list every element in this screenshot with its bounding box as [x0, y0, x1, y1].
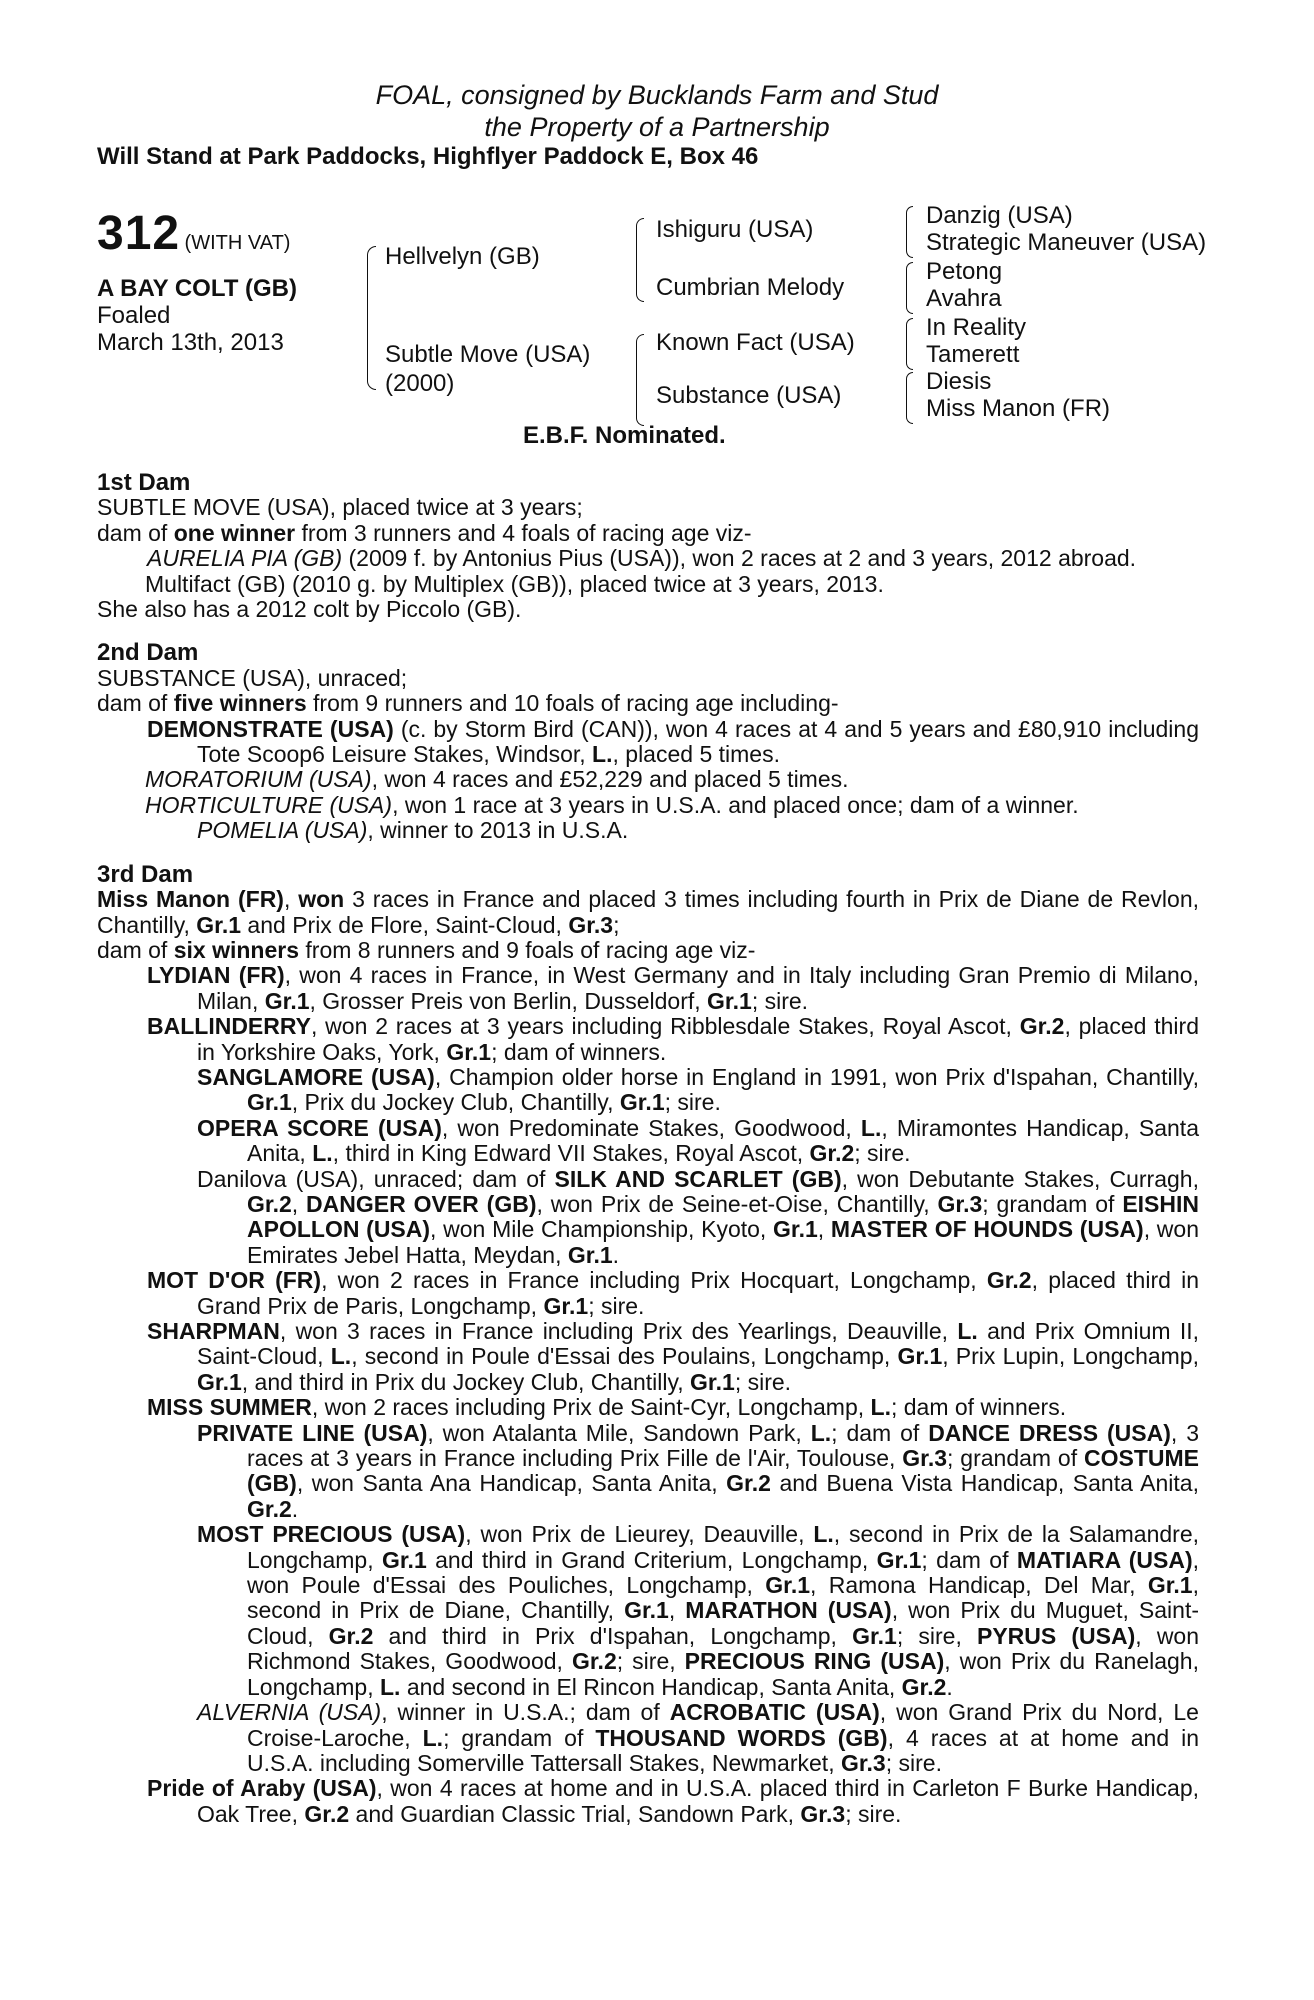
ancestor-1: Danzig (USA): [926, 202, 1073, 229]
pedigree-brace-sire-dam: [367, 246, 376, 390]
foaled-date: March 13th, 2013: [97, 329, 284, 356]
third-dam-produce-summary: dam of six winners from 8 runners and 9 foals of racing age viz-: [97, 936, 756, 963]
pedigree-brace-sire: [636, 218, 644, 302]
vat-note: (WITH VAT): [184, 232, 291, 254]
produce-entry: MOST PRECIOUS (USA), won Prix de Lieurey, Deauville, L., second in Prix de la Salamandre, Longchamp, Gr.1 and third in Grand Criterium, Longchamp, Gr.1; dam of MATIARA (USA), won Poule d'Essai des Pouliches, Longchamp, Gr.1, Ramona Handicap, Del Mar, Gr.1, second in Prix de Diane, Chantilly, Gr.1, MARATHON (USA), won Prix du Muguet, Saint-Cloud, Gr.2 and third in Prix d'Ispahan, Longchamp, Gr.1; sire, PYRUS (USA), won Richmond Stakes, Goodwood, Gr.2; sire, PRECIOUS RING (USA), won Prix du Ranelagh, Longchamp, L. and second in El Rincon Handicap, Santa Anita, Gr.2.: [197, 1521, 1200, 1700]
dam-sections: [97, 470, 1199, 1827]
lot-number: 312: [97, 207, 181, 260]
produce-entry: MISS SUMMER, won 2 races including Prix de Saint-Cyr, Longchamp, L.; dam of winners.: [147, 1394, 1067, 1421]
lot-number-block: [97, 206, 290, 261]
ancestor-4: Avahra: [926, 285, 1002, 312]
pedigree-brace-g2: [906, 262, 913, 314]
third-dam-record: Miss Manon (FR), won 3 races in France and placed 3 times including fourth in Prix de Diane de Revlon, Chantilly, Gr.1 and Prix de Flore, Saint-Cloud, Gr.3;: [97, 886, 1199, 938]
produce-entry: HORTICULTURE (USA), won 1 race at 3 years in U.S.A. and placed once; dam of a winner.: [145, 791, 1079, 818]
produce-entry: BALLINDERRY, won 2 races at 3 years including Ribblesdale Stakes, Royal Ascot, Gr.2, placed third in Yorkshire Oaks, York, Gr.1; dam of winners.: [147, 1013, 1199, 1065]
pedigree-brace-g3: [906, 318, 913, 370]
first-dam-section: [97, 470, 1199, 622]
sire-sire-name: Ishiguru (USA): [656, 216, 814, 243]
sire-dam-name: Cumbrian Melody: [656, 274, 845, 301]
pedigree-brace-g1: [906, 206, 913, 258]
produce-entry: AURELIA PIA (GB) (2009 f. by Antonius Pius (USA)), won 2 races at 2 and 3 years, 2012 abroad.: [147, 545, 1137, 572]
property-line: the Property of a Partnership: [484, 112, 830, 142]
second-dam-title: 2nd Dam: [97, 639, 199, 667]
produce-entry: MOT D'OR (FR), won 2 races in France including Prix Hocquart, Longchamp, Gr.2, placed third in Grand Prix de Paris, Longchamp, Gr.1; sire.: [147, 1267, 1200, 1319]
dam-name: Subtle Move (USA): [385, 341, 591, 368]
ancestor-2: Strategic Maneuver (USA): [926, 229, 1207, 256]
third-dam-title: 3rd Dam: [97, 860, 194, 888]
produce-entry: DEMONSTRATE (USA) (c. by Storm Bird (CAN)), won 4 races at 4 and 5 years and £80,910 including Tote Scoop6 Leisure Stakes, Windsor, L., placed 5 times.: [147, 715, 1200, 768]
second-dam-record: SUBSTANCE (USA), unraced;: [97, 664, 408, 691]
produce-entry: SHARPMAN, won 3 races in France including Prix des Yearlings, Deauville, L. and Prix Omnium II, Saint-Cloud, L., second in Poule d'Essai des Poulains, Longchamp, Gr.1, Prix Lupin, Longchamp, Gr.1, and third in Prix du Jockey Club, Chantilly, Gr.1; sire.: [147, 1318, 1199, 1395]
sire-name: Hellvelyn (GB): [385, 243, 540, 270]
first-dam-record: SUBTLE MOVE (USA), placed twice at 3 years;: [97, 494, 583, 521]
dam-dam-name: Substance (USA): [656, 382, 842, 409]
produce-entry: Pride of Araby (USA), won 4 races at home and in U.S.A. placed third in Carleton F Burke Handicap, Oak Tree, Gr.2 and Guardian Classic Trial, Sandown Park, Gr.3; sire.: [147, 1775, 1199, 1827]
consignor-line: FOAL, consigned by Bucklands Farm and Stud: [375, 80, 939, 110]
stabling-line: Will Stand at Park Paddocks, Highflyer Paddock E, Box 46: [97, 143, 759, 170]
ancestor-7: Diesis: [926, 368, 992, 395]
dam-sire-name: Known Fact (USA): [656, 329, 855, 356]
produce-entry: LYDIAN (FR), won 4 races in France, in West Germany and in Italy including Gran Premio di Milano, Milan, Gr.1, Grosser Preis von Berlin, Dusseldorf, Gr.1; sire.: [147, 962, 1199, 1014]
first-dam-produce-summary: dam of one winner from 3 runners and 4 foals of racing age viz-: [97, 519, 752, 546]
first-dam-title: 1st Dam: [97, 469, 191, 496]
second-dam-section: [97, 640, 1199, 843]
produce-entry: Multifact (GB) (2010 g. by Multiplex (GB)), placed twice at 3 years, 2013.: [145, 570, 884, 597]
produce-note: She also has a 2012 colt by Piccolo (GB).: [97, 596, 522, 623]
ancestor-6: Tamerett: [926, 341, 1020, 368]
dam-year: (2000): [385, 370, 455, 397]
produce-entry: PRIVATE LINE (USA), won Atalanta Mile, Sandown Park, L.; dam of DANCE DRESS (USA), 3 races at 3 years in France including Prix Fille de l'Air, Toulouse, Gr.3; grandam of COSTUME (GB), won Santa Ana Handicap, Santa Anita, Gr.2 and Buena Vista Handicap, Santa Anita, Gr.2.: [197, 1419, 1200, 1522]
produce-entry: OPERA SCORE (USA), won Predominate Stakes, Goodwood, L., Miramontes Handicap, Santa Anita, L., third in King Edward VII Stakes, Royal Ascot, Gr.2; sire.: [197, 1114, 1199, 1167]
ancestor-5: In Reality: [926, 314, 1027, 341]
produce-entry: MORATORIUM (USA), won 4 races and £52,229 and placed 5 times.: [145, 766, 849, 793]
ancestor-3: Petong: [926, 258, 1003, 285]
pedigree-brace-g4: [906, 372, 913, 424]
foaled-label: Foaled: [97, 302, 171, 329]
produce-entry: ALVERNIA (USA), winner in U.S.A.; dam of ACROBATIC (USA), won Grand Prix du Nord, Le Croise-Laroche, L.; grandam of THOUSAND WORDS (GB), 4 races at at home and in U.S.A. including Somerville Tattersall Stakes, Newmarket, Gr.3; sire.: [197, 1699, 1199, 1776]
ancestor-8: Miss Manon (FR): [926, 395, 1111, 422]
produce-entry: POMELIA (USA), winner to 2013 in U.S.A.: [197, 817, 629, 844]
pedigree-brace-dam: [636, 334, 644, 426]
produce-entry: Danilova (USA), unraced; dam of SILK AND SCARLET (GB), won Debutante Stakes, Curragh, Gr.2, DANGER OVER (GB), won Prix de Seine-et-Oise, Chantilly, Gr.3; grandam of EISHIN APOLLON (USA), won Mile Championship, Kyoto, Gr.1, MASTER OF HOUNDS (USA), won Emirates Jebel Hatta, Meydan, Gr.1.: [197, 1165, 1199, 1268]
ebf-nominated: E.B.F. Nominated.: [523, 422, 726, 449]
second-dam-produce-summary: dam of five winners from 9 runners and 10 foals of racing age including-: [97, 690, 839, 717]
horse-name: A BAY COLT (GB): [97, 275, 298, 302]
produce-entry: SANGLAMORE (USA), Champion older horse in England in 1991, won Prix d'Ispahan, Chantilly, Gr.1, Prix du Jockey Club, Chantilly, Gr.1; sire.: [197, 1063, 1199, 1116]
third-dam-section: [97, 862, 1199, 1827]
